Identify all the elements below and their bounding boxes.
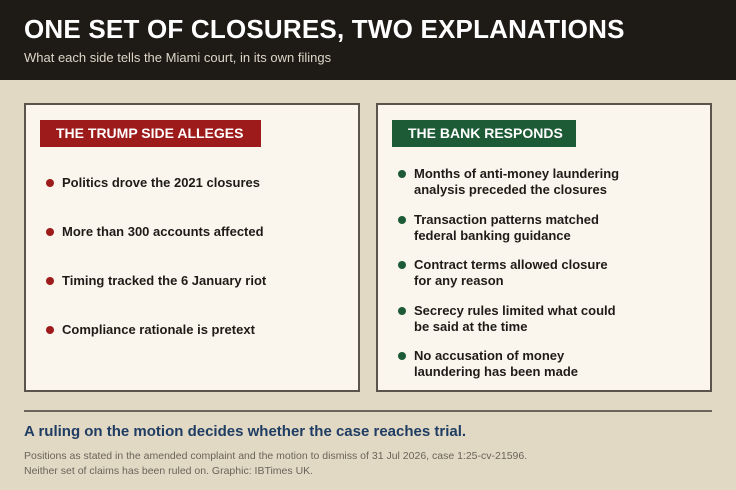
allegation-item: Compliance rationale is pretext — [46, 322, 346, 338]
bullet-dot-icon — [398, 352, 406, 360]
bullet-dot-icon — [46, 277, 54, 285]
bullet-dot-icon — [46, 179, 54, 187]
bank-response-panel — [376, 103, 712, 392]
allegation-item: Timing tracked the 6 January riot — [46, 273, 346, 289]
response-item: Contract terms allowed closure for any reason — [398, 257, 698, 289]
response-item: Months of anti-money laundering analysis preceded the closures — [398, 166, 698, 198]
allegation-item: More than 300 accounts affected — [46, 224, 346, 240]
response-item: Transaction patterns matched federal banking guidance — [398, 212, 698, 244]
bullet-dot-icon — [46, 326, 54, 334]
bullet-dot-icon — [398, 216, 406, 224]
header-banner — [0, 0, 736, 80]
source-note: Positions as stated in the amended complaint and the motion to dismiss of 31 Jul 2026, case 1:25-cv-21596. Neither set of claims has been ruled on. Graphic: IBTimes UK. — [24, 450, 528, 477]
response-item: Secrecy rules limited what could be said at the time — [398, 303, 698, 335]
bullet-dot-icon — [398, 307, 406, 315]
bullet-dot-icon — [46, 228, 54, 236]
allegation-item: Politics drove the 2021 closures — [46, 175, 346, 191]
divider — [24, 410, 712, 412]
bullet-dot-icon — [398, 261, 406, 269]
trump-side-panel — [24, 103, 360, 392]
bullet-dot-icon — [398, 170, 406, 178]
page-subtitle: What each side tells the Miami court, in its own filings — [24, 50, 332, 65]
trump-side-label: THE TRUMP SIDE ALLEGES — [40, 120, 261, 147]
response-item: No accusation of money laundering has been made — [398, 348, 698, 380]
ruling-statement: A ruling on the motion decides whether the case reaches trial. — [24, 423, 467, 440]
bank-response-label: THE BANK RESPONDS — [392, 120, 576, 147]
page-title: ONE SET OF CLOSURES, TWO EXPLANATIONS — [24, 14, 625, 44]
